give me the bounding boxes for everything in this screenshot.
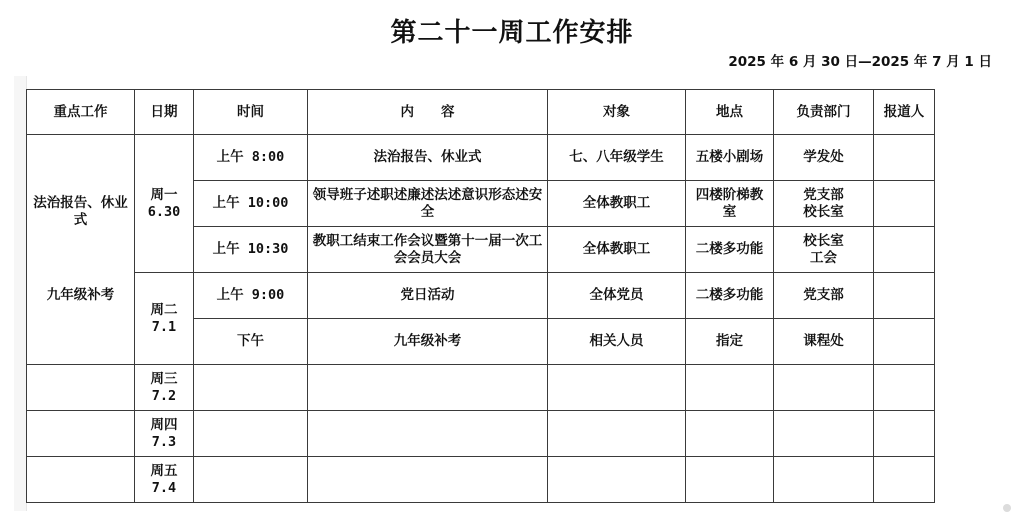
empty-cell[interactable] (686, 457, 774, 503)
date-range: 2025 年 6 月 30 日—2025 年 7 月 1 日 (728, 54, 992, 70)
table-row (27, 411, 935, 457)
dept-cell[interactable]: 学发处 (774, 135, 874, 181)
time-cell[interactable]: 上午 8:00 (194, 135, 308, 181)
day-label: 周四 (150, 416, 178, 433)
day-date: 6.30 (147, 203, 181, 220)
header-cell-time[interactable]: 时间 (194, 90, 308, 135)
place-cell[interactable]: 指定 (686, 319, 774, 365)
content-cell[interactable]: 党日活动 (308, 273, 548, 319)
day-label: 周三 (150, 370, 178, 387)
header-cell-target[interactable]: 对象 (548, 90, 686, 135)
reporter-cell[interactable] (874, 135, 935, 181)
empty-cell[interactable] (774, 411, 874, 457)
empty-cell[interactable] (548, 457, 686, 503)
day-cell-friday[interactable] (135, 457, 194, 503)
target-cell[interactable]: 全体教职工 (548, 227, 686, 273)
time-cell[interactable]: 上午 10:00 (194, 181, 308, 227)
resize-handle[interactable] (1003, 504, 1011, 512)
empty-cell[interactable] (548, 365, 686, 411)
empty-cell[interactable] (308, 457, 548, 503)
day-cell-monday[interactable] (135, 135, 194, 273)
content-cell[interactable]: 法治报告、休业式 (308, 135, 548, 181)
empty-cell[interactable] (27, 365, 135, 411)
day-label: 周二 (150, 301, 178, 318)
dept-cell[interactable]: 党支部 (774, 273, 874, 319)
table-row (27, 273, 935, 319)
empty-cell[interactable] (548, 411, 686, 457)
target-cell[interactable]: 全体党员 (548, 273, 686, 319)
table-header-row (27, 90, 935, 135)
day-cell-thursday[interactable] (135, 411, 194, 457)
dept-cell[interactable]: 课程处 (774, 319, 874, 365)
day-date: 7.2 (151, 387, 177, 404)
day-date: 7.1 (151, 318, 177, 335)
header-cell-content[interactable]: 内 容 (308, 90, 548, 135)
empty-cell[interactable] (774, 457, 874, 503)
reporter-cell[interactable] (874, 319, 935, 365)
dept-cell[interactable]: 党支部 校长室 (774, 181, 874, 227)
empty-cell[interactable] (874, 411, 935, 457)
focus-item: 九年级补考 (46, 287, 115, 303)
empty-cell[interactable] (686, 365, 774, 411)
empty-cell[interactable] (874, 365, 935, 411)
time-cell[interactable]: 下午 (194, 319, 308, 365)
empty-cell[interactable] (194, 457, 308, 503)
place-cell[interactable]: 五楼小剧场 (686, 135, 774, 181)
empty-cell[interactable] (308, 365, 548, 411)
header-cell-reporter[interactable]: 报道人 (874, 90, 935, 135)
empty-cell[interactable] (874, 457, 935, 503)
content-cell[interactable]: 教职工结束工作会议暨第十一届一次工会会员大会 (308, 227, 548, 273)
table-row (27, 457, 935, 503)
target-cell[interactable]: 七、八年级学生 (548, 135, 686, 181)
reporter-cell[interactable] (874, 227, 935, 273)
empty-cell[interactable] (194, 411, 308, 457)
day-cell-tuesday[interactable] (135, 273, 194, 365)
focus-item: 法治报告、休业式 (33, 195, 128, 228)
time-cell[interactable]: 上午 9:00 (194, 273, 308, 319)
content-cell[interactable]: 九年级补考 (308, 319, 548, 365)
header-cell-date[interactable]: 日期 (135, 90, 194, 135)
time-cell[interactable]: 上午 10:30 (194, 227, 308, 273)
target-cell[interactable]: 全体教职工 (548, 181, 686, 227)
empty-cell[interactable] (27, 411, 135, 457)
empty-cell[interactable] (308, 411, 548, 457)
empty-cell[interactable] (27, 457, 135, 503)
place-cell[interactable]: 二楼多功能 (686, 273, 774, 319)
table-row (27, 365, 935, 411)
target-cell[interactable]: 相关人员 (548, 319, 686, 365)
day-label: 周五 (150, 462, 178, 479)
header-cell-dept[interactable]: 负责部门 (774, 90, 874, 135)
place-cell[interactable]: 四楼阶梯教室 (686, 181, 774, 227)
header-cell-focus[interactable]: 重点工作 (27, 90, 135, 135)
day-date: 7.4 (151, 479, 177, 496)
reporter-cell[interactable] (874, 181, 935, 227)
header-cell-place[interactable]: 地点 (686, 90, 774, 135)
empty-cell[interactable] (774, 365, 874, 411)
focus-cell[interactable] (27, 135, 135, 365)
empty-cell[interactable] (194, 365, 308, 411)
schedule-table (26, 89, 935, 503)
day-date: 7.3 (151, 433, 177, 450)
dept-cell[interactable]: 校长室 工会 (774, 227, 874, 273)
day-label: 周一 (150, 186, 178, 203)
day-cell-wednesday[interactable] (135, 365, 194, 411)
page-title: 第二十一周工作安排 (390, 18, 634, 48)
reporter-cell[interactable] (874, 273, 935, 319)
content-cell[interactable]: 领导班子述职述廉述法述意识形态述安全 (308, 181, 548, 227)
place-cell[interactable]: 二楼多功能 (686, 227, 774, 273)
table-row (27, 135, 935, 181)
empty-cell[interactable] (686, 411, 774, 457)
